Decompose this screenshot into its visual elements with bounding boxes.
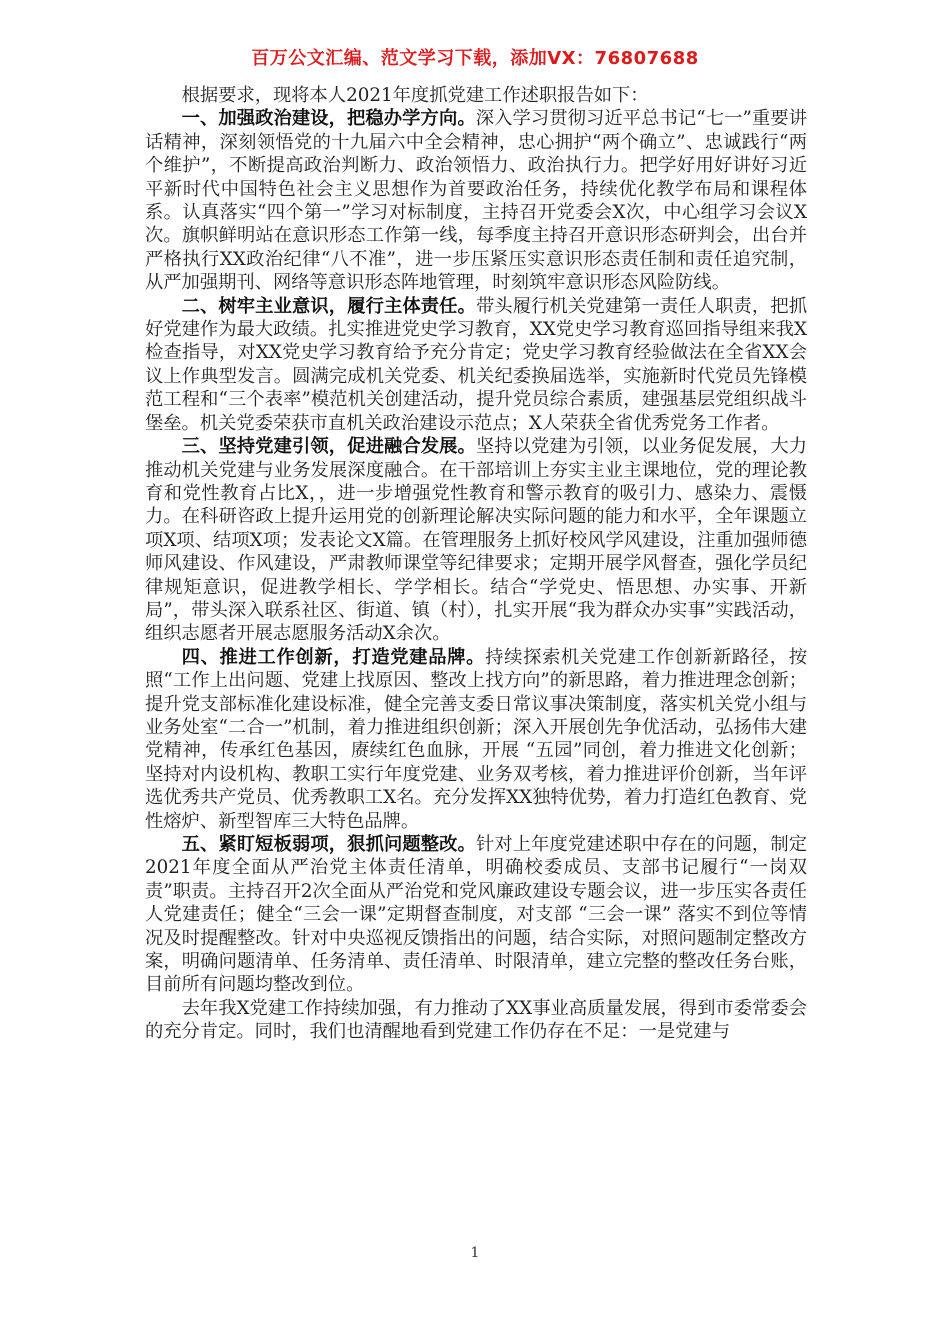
report-body [145, 84, 807, 1044]
section-body-5: 针对上年度党建述职中存在的问题，制定2021年度全面从严治党主体责任清单，明确校委成员、支部书记履行“一岗双责”职责。主持召开2次全面从严治党和党风廉政建设专题会议，进一步压实各责任人党建责任；健全“三会一课”定期督查制度，对支部 “三会一课” 落实不到位等情况及时提醒整改。针对中央巡视反馈指出的问题，结合实际，对照问题制定整改方案，明确问题清单、任务清单、责任清单、时限清单，建立完整的整改任务台账，目前所有问题均整改到位。 [145, 834, 808, 996]
section-heading-5: 五、紧盯短板弱项，狠抓问题整改。 [181, 834, 476, 855]
page-number: 1 [470, 1245, 480, 1261]
section-heading-3: 三、坚持党建引领，促进融合发展。 [181, 436, 476, 458]
section-body-1: 深入学习贯彻习近平总书记“七一”重要讲话精神，深刻领悟党的十九届六中全会精神，忠心拥护“两个确立”、忠诚践行“两个维护”，不断提高政治判断力、政治领悟力、政治执行力。把学好用好讲好习近平新时代中国特色社会主义思想作为首要政治任务，持续优化教学布局和课程体系。认真落实“四个第一”学习对标制度，主持召开党委会X次，中心组学习会议X次。旗帜鲜明站在意识形态工作第一线，每季度主持召开意识形态研判会，出台并严格执行XX政治纪律“八不准”，进一步压紧压实意识形态责任制和责任追究制，从严加强期刊、网络等意识形态阵地管理，时刻筑牢意识形态风险防线。 [145, 108, 808, 294]
closing-paragraph: 去年我X党建工作持续加强，有力推动了XX事业高质量发展，得到市委常委会的充分肯定。同时，我们也清醒地看到党建工作仍存在不足：一是党建与 [145, 997, 807, 1043]
section-heading-1: 一、加强政治建设，把稳办学方向。 [181, 108, 476, 130]
section-paragraph-3 [145, 435, 807, 646]
section-body-4: 持续探索机关党建工作创新新路径，按照“工作上出问题、党建上找原因、整改上找方向”的新思路，着力推进理念创新；提升党支部标准化建设标准，健全完善支委日常议事决策制度，落实机关党小组与业务处室“二合一”机制，着力推进组织创新；深入开展创先争优活动，弘扬伟大建党精神，传承红色基因，赓续红色血脉，开展 “五园”同创，着力推进文化创新；坚持对内设机构、教职工实行年度党建、业务双考核，着力推进评价创新，当年评选优秀共产党员、优秀教职工X名。充分发挥XX独特优势，着力打造红色教育、党性熔炉、新型智库三大特色品牌。 [145, 646, 807, 832]
intro-paragraph: 根据要求，现将本人2021年度抓党建工作述职报告如下： [181, 85, 649, 106]
section-body-3: 坚持以党建为引领，以业务促发展，大力推动机关党建与业务发展深度融合。在干部培训上夯实主业主课地位，党的理论教育和党性教育占比X，，进一步增强党性教育和警示教育的吸引力、感染力、震慑力。在科研咨政上提升运用党的创新理论解决实际问题的能力和水平，全年课题立项X项、结项X项；发表论文X篇。在管理服务上抓好校风学风建设，注重加强师德师风建设、作风建设，严肃教师课堂等纪律要求；定期开展学风督查，强化学员纪律规矩意识，促进教学相长、学学相长。结合“学党史、悟思想、办实事、开新局”，带头深入联系社区、街道、镇（村），扎实开展“我为群众办实事”实践活动，组织志愿者开展志愿服务活动X余次。 [145, 436, 808, 645]
section-heading-4: 四、推进工作创新，打造党建品牌。 [181, 646, 486, 668]
promo-banner: 百万公文汇编、范文学习下载，添加VX：76807688 [251, 48, 699, 69]
section-heading-2: 二、树牢主业意识，履行主体责任。 [181, 295, 476, 317]
section-body-2: 带头履行机关党建第一责任人职责，把抓好党建作为最大政绩。扎实推进党史学习教育，XX党史学习教育巡回指导组来我X检查指导，对XX党史学习教育给予充分肯定；党史学习教育经验做法在全省XX会议上作典型发言。圆满完成机关党委、机关纪委换届选举，实施新时代党员先锋模范工程和“三个表率”模范机关创建活动，提升党员综合素质，建强基层党组织战斗堡垒。机关党委荣获市直机关政治建设示范点；X人荣获全省优秀党务工作者。 [145, 295, 808, 434]
section-paragraph-5 [145, 833, 807, 997]
section-paragraph-2 [145, 295, 807, 435]
section-paragraph-4 [145, 646, 807, 833]
section-paragraph-1 [145, 107, 807, 294]
